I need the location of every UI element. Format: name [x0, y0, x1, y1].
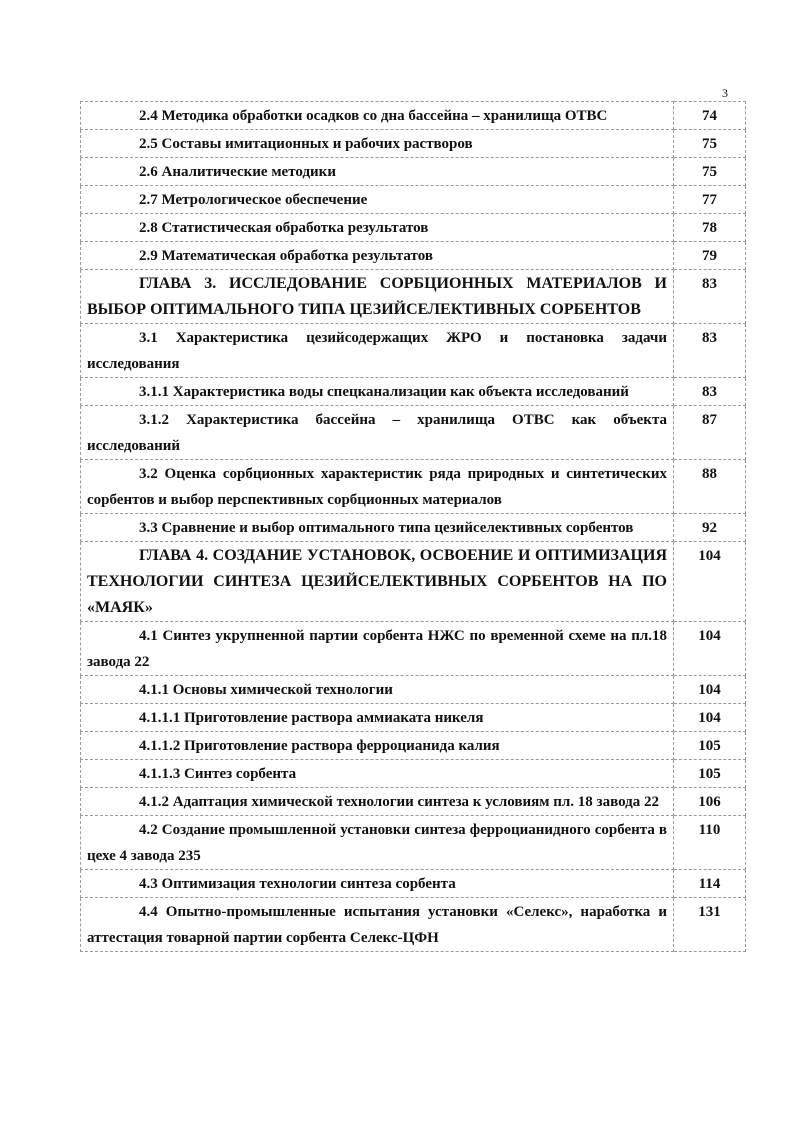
- toc-row: [81, 324, 746, 378]
- toc-entry-title: 2.5 Составы имитационных и рабочих растворов: [81, 130, 674, 158]
- toc-entry-title: 2.6 Аналитические методики: [81, 158, 674, 186]
- toc-entry-title: 4.1.1.2 Приготовление раствора ферроцианида калия: [81, 732, 674, 760]
- toc-page-number: 78: [674, 214, 746, 242]
- toc-page-number: 106: [674, 788, 746, 816]
- toc-entry-title: 3.3 Сравнение и выбор оптимального типа цезийселективных сорбентов: [81, 514, 674, 542]
- toc-entry-title: 4.3 Оптимизация технологии синтеза сорбента: [81, 870, 674, 898]
- toc-page-number: 110: [674, 816, 746, 870]
- toc-row: [81, 102, 746, 130]
- page-number: 3: [722, 86, 728, 100]
- toc-page-number: 88: [674, 460, 746, 514]
- toc-body: [81, 102, 746, 952]
- toc-row: [81, 514, 746, 542]
- toc-page-number: 79: [674, 242, 746, 270]
- toc-row: [81, 732, 746, 760]
- toc-page-number: 74: [674, 102, 746, 130]
- toc-page-number: 87: [674, 406, 746, 460]
- toc-page-number: 104: [674, 542, 746, 622]
- toc-page-number: 131: [674, 898, 746, 952]
- toc-entry-title: 4.1.1.1 Приготовление раствора аммиаката никеля: [81, 704, 674, 732]
- toc-chapter-title: ГЛАВА 4. СОЗДАНИЕ УСТАНОВОК, ОСВОЕНИЕ И ОПТИМИЗАЦИЯ ТЕХНОЛОГИИ СИНТЕЗА ЦЕЗИЙСЕЛЕКТИВНЫХ СОРБЕНТОВ НА ПО «МАЯК»: [81, 542, 674, 622]
- toc-entry-title: 4.1 Синтез укрупненной партии сорбента НЖС по временной схеме на пл.18 завода 22: [81, 622, 674, 676]
- toc-row: [81, 158, 746, 186]
- toc-row: [81, 760, 746, 788]
- toc-row: [81, 676, 746, 704]
- toc-row: [81, 788, 746, 816]
- toc-page-number: 75: [674, 130, 746, 158]
- toc-entry-title: 4.1.1.3 Синтез сорбента: [81, 760, 674, 788]
- toc-chapter-title: ГЛАВА 3. ИССЛЕДОВАНИЕ СОРБЦИОННЫХ МАТЕРИАЛОВ И ВЫБОР ОПТИМАЛЬНОГО ТИПА ЦЕЗИЙСЕЛЕКТИВНЫХ СОРБЕНТОВ: [81, 270, 674, 324]
- table-of-contents: [80, 101, 746, 952]
- toc-row: [81, 816, 746, 870]
- toc-row: [81, 186, 746, 214]
- toc-page-number: 83: [674, 378, 746, 406]
- toc-entry-title: 2.9 Математическая обработка результатов: [81, 242, 674, 270]
- toc-row: [81, 130, 746, 158]
- toc-entry-title: 4.1.1 Основы химической технологии: [81, 676, 674, 704]
- toc-entry-title: 4.2 Создание промышленной установки синтеза ферроцианидного сорбента в цехе 4 завода 235: [81, 816, 674, 870]
- toc-entry-title: 4.4 Опытно-промышленные испытания установки «Селекс», наработка и аттестация товарной партии сорбента Селекс-ЦФН: [81, 898, 674, 952]
- toc-chapter-row: [81, 542, 746, 622]
- toc-page-number: 77: [674, 186, 746, 214]
- toc-chapter-row: [81, 270, 746, 324]
- toc-entry-title: 3.1.1 Характеристика воды спецканализации как объекта исследований: [81, 378, 674, 406]
- toc-entry-title: 4.1.2 Адаптация химической технологии синтеза к условиям пл. 18 завода 22: [81, 788, 674, 816]
- toc-page-number: 105: [674, 760, 746, 788]
- toc-row: [81, 460, 746, 514]
- toc-row: [81, 406, 746, 460]
- toc-row: [81, 214, 746, 242]
- toc-page-number: 114: [674, 870, 746, 898]
- toc-page-number: 104: [674, 622, 746, 676]
- toc-entry-title: 3.2 Оценка сорбционных характеристик ряда природных и синтетических сорбентов и выбор перспективных сорбционных материалов: [81, 460, 674, 514]
- toc-row: [81, 898, 746, 952]
- toc-page-number: 104: [674, 676, 746, 704]
- toc-page-number: 75: [674, 158, 746, 186]
- toc-row: [81, 870, 746, 898]
- toc-page-number: 83: [674, 324, 746, 378]
- toc-row: [81, 704, 746, 732]
- toc-row: [81, 622, 746, 676]
- toc-entry-title: 3.1.2 Характеристика бассейна – хранилища ОТВС как объекта исследований: [81, 406, 674, 460]
- toc-page-number: 83: [674, 270, 746, 324]
- toc-entry-title: 2.8 Статистическая обработка результатов: [81, 214, 674, 242]
- toc-entry-title: 2.4 Методика обработки осадков со дна бассейна – хранилища ОТВС: [81, 102, 674, 130]
- toc-page-number: 92: [674, 514, 746, 542]
- toc-row: [81, 378, 746, 406]
- toc-page-number: 104: [674, 704, 746, 732]
- toc-page-number: 105: [674, 732, 746, 760]
- toc-entry-title: 3.1 Характеристика цезийсодержащих ЖРО и постановка задачи исследования: [81, 324, 674, 378]
- toc-row: [81, 242, 746, 270]
- toc-entry-title: 2.7 Метрологическое обеспечение: [81, 186, 674, 214]
